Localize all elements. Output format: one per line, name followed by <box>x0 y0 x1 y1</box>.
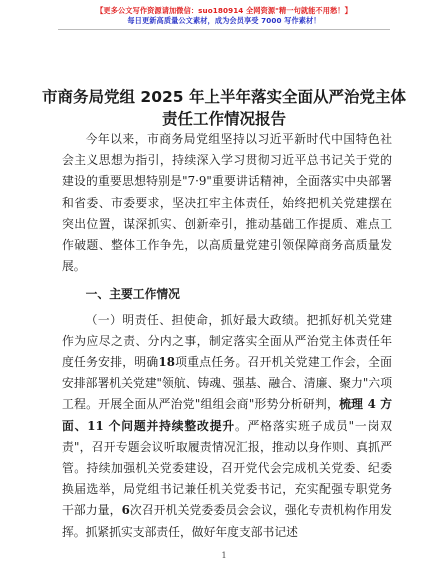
p1-number-18: 18 <box>158 355 175 370</box>
page-number: 1 <box>221 551 227 560</box>
promo-banner-line1: 【更多公文写作资源请加微信：suo180914 全网资源"精一句就能不用愁！】 <box>96 6 352 15</box>
p1-text-g: 次召开机关党委委员会会议，强化专责机构作用发挥。抓紧抓实支部责任，做好年度支部书记述 <box>62 503 392 539</box>
section-heading: 一、主要工作情况 <box>85 287 180 302</box>
promo-banner <box>0 6 448 26</box>
paragraph-1 <box>62 310 392 543</box>
p1-text-a: （一）明责任、担使命，抓好最大政绩。把抓好机关党建作为应尽之责、分内之事，制定落实全面从严治党主体责任年度任务安排，明确 <box>62 312 392 370</box>
p1-bold-summary: 梳理 4 方面、11 个问题并持续整改提升 <box>62 397 392 433</box>
document-title: 市商务局党组 2025 年上半年落实全面从严治党主体责任工作情况报告 <box>42 88 406 128</box>
promo-banner-line2: 每日更新高质量公文素材，成为会员享受 7000 写作素材！ <box>127 16 321 25</box>
intro-paragraph: 今年以来，市商务局党组坚持以习近平新时代中国特色社会主义思想为指引，持续深入学习贯彻习近平总书记关于党的建设的重要思想特别是"7·9"重要讲话精神，全面落实中央部署和省委、市委要求，坚决扛牢主体责任，始终把机关党建摆在突出位置，谋深抓实、创新牵引，推动基础工作提质、难点工作破题、整体工作争先，以高质量党建引领保障商务高质量发展。 <box>62 132 392 274</box>
p1-number-6: 6 <box>121 503 130 518</box>
p1-text-e: 。严格落实班子成员"一岗双责"，召开专题会议听取履责情况汇报，推动以身作则、真抓严管。持续加强机关党委建设，召开党代会完成机关党委、纪委换届选举，局党组书记兼任机关党委书记，充实配强专职党务干部力量， <box>62 418 392 518</box>
p1-text-c: 项重点任务。召开机关党建工作会，全面安排部署机关党建"领航、铸魂、强基、融合、清廉、聚力"六项工程。开展全面从严治党"组组会商"形势分析研判， <box>62 355 392 412</box>
header-divider <box>58 29 390 30</box>
document-body <box>62 129 392 543</box>
